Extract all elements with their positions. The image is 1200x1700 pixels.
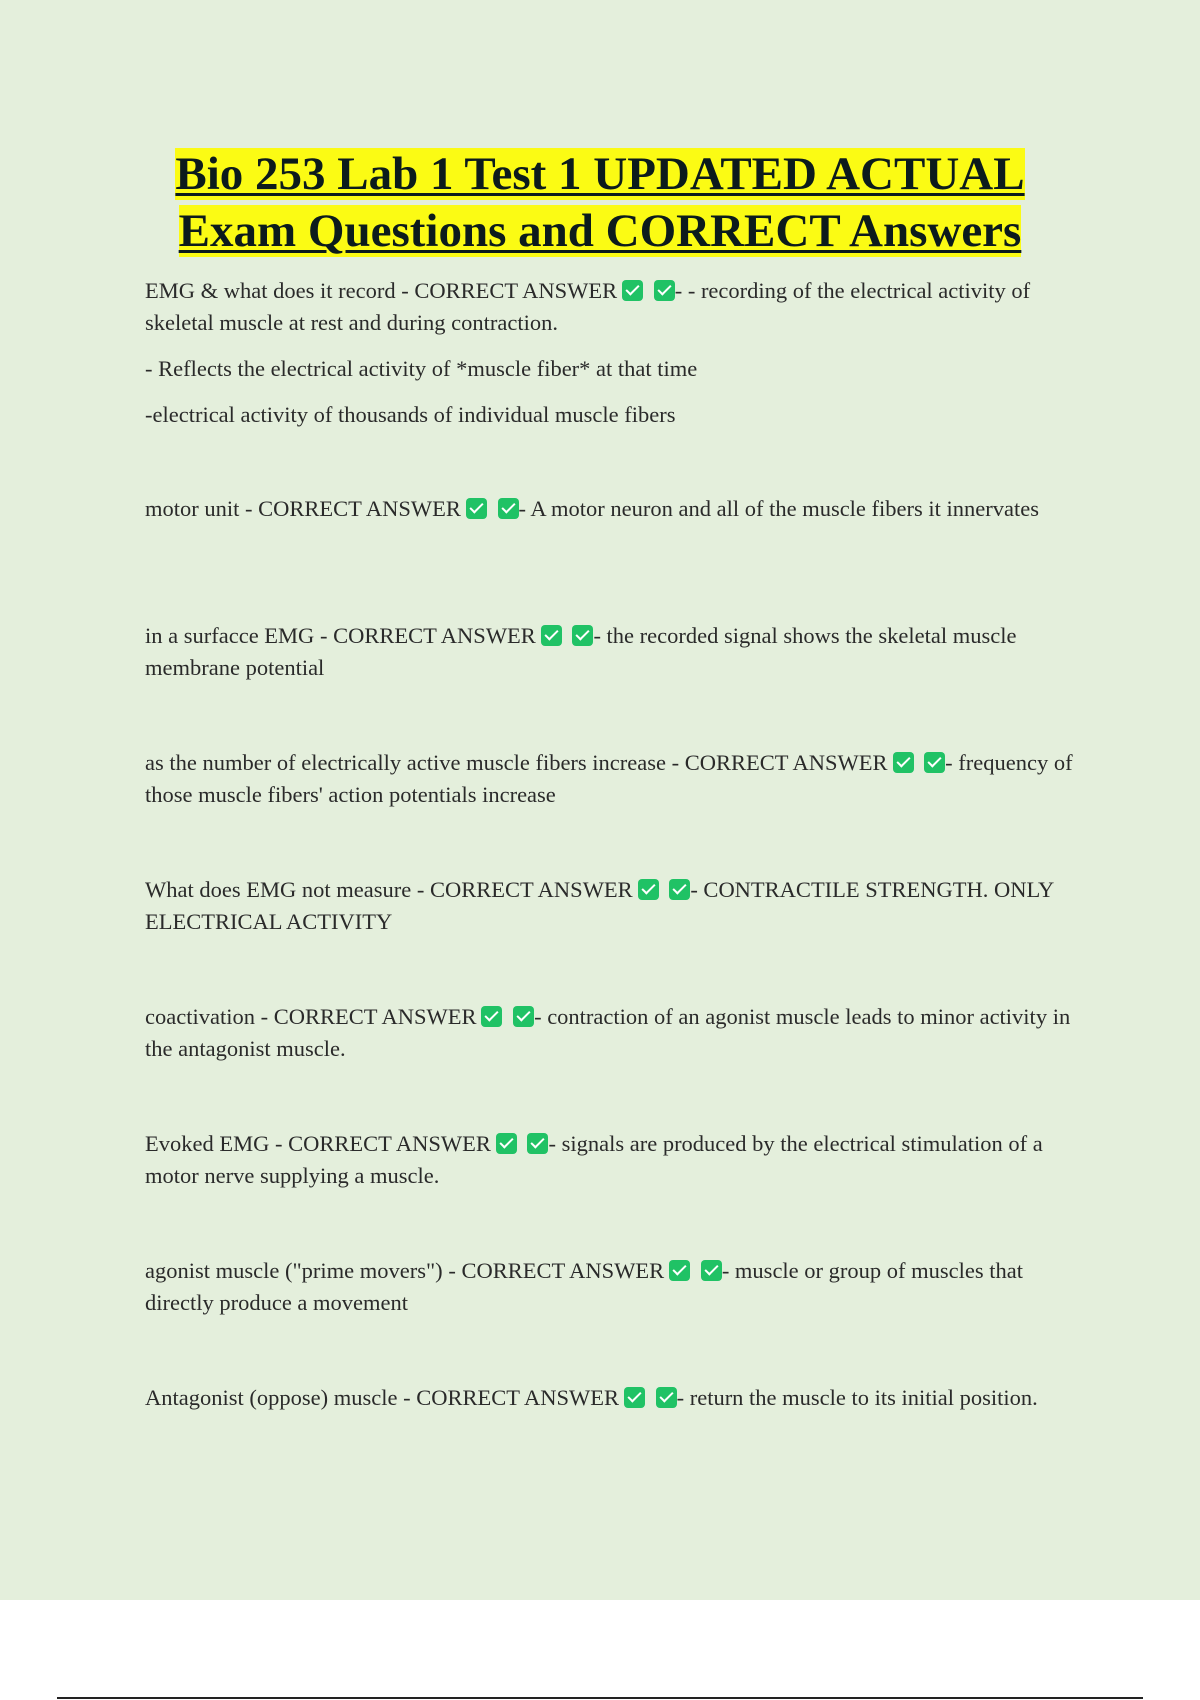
qa-item: agonist muscle ("prime movers") - CORRECT ANSWER - muscle or group of muscles that directly produce a movement [145,1258,1023,1315]
answer: - return the muscle to its initial position. [676,1385,1038,1410]
correct-answer-label: CORRECT ANSWER [414,278,618,303]
correct-answer-label: CORRECT ANSWER [684,750,888,775]
checkmark-icon [572,625,593,646]
question: Evoked EMG [145,1131,270,1156]
qa-item: Antagonist (oppose) muscle - CORRECT ANSWER - return the muscle to its initial position. [145,1385,1038,1410]
checkmark-icon [513,1006,534,1027]
correct-answer-label: CORRECT ANSWER [333,623,536,648]
checkmark-icon [624,1387,645,1408]
checkmark-icon [541,625,562,646]
answer-detail: -electrical activity of thousands of individual muscle fibers [145,402,676,427]
question: What does EMG not measure [145,877,412,902]
qa-item: EMG & what does it record - CORRECT ANSWER - - recording of the electrical activity of skeletal muscle at rest and during contraction. - Reflects the electrical activity of *muscle fiber* at that time -electrical activity of thousands of individual muscle fibers [145,275,1095,431]
answer: - - recording of the electrical activity of skeletal muscle at rest and during contraction. [145,278,1031,335]
correct-answer-label: CORRECT ANSWER [461,1258,665,1283]
checkmark-icon [654,280,675,301]
qa-item: What does EMG not measure - CORRECT ANSWER - CONTRACTILE STRENGTH. ONLY ELECTRICAL ACTIVITY [145,877,1054,934]
correct-answer-label: CORRECT ANSWER [416,1385,619,1410]
question: coactivation [145,1004,255,1029]
checkmark-icon [496,1133,517,1154]
correct-answer-label: CORRECT ANSWER [429,877,633,902]
checkmark-icon [481,1006,502,1027]
answer: - A motor neuron and all of the muscle fibers it innervates [518,496,1039,521]
qa-item: Evoked EMG - CORRECT ANSWER - signals are produced by the electrical stimulation of a motor nerve supplying a muscle. [145,1131,1043,1188]
checkmark-icon [924,752,945,773]
qa-list [145,275,1095,1410]
footer-divider [57,1697,1143,1699]
answer-detail: - Reflects the electrical activity of *muscle fiber* at that time [145,356,698,381]
answer: - CONTRACTILE STRENGTH. ONLY ELECTRICAL ACTIVITY [145,877,1054,934]
question: EMG & what does it record [145,278,396,303]
title-line: Bio 253 Lab 1 Test 1 UPDATED ACTUAL Exam Questions and CORRECT Answers [175,148,1025,257]
checkmark-icon [622,280,643,301]
checkmark-icon [656,1387,677,1408]
answer: - the recorded signal shows the skeletal muscle membrane potential [145,623,1017,680]
checkmark-icon [466,498,487,519]
qa-item: coactivation - CORRECT ANSWER - contraction of an agonist muscle leads to minor activity in the antagonist muscle. [145,1004,1071,1061]
qa-item: in a surfacce EMG - CORRECT ANSWER - the recorded signal shows the skeletal muscle membrane potential [145,623,1017,680]
question: Antagonist (oppose) muscle [145,1385,398,1410]
document-title [0,146,1200,260]
checkmark-icon [638,879,659,900]
correct-answer-label: CORRECT ANSWER [288,1131,491,1156]
checkmark-icon [527,1133,548,1154]
checkmark-icon [893,752,914,773]
correct-answer-label: CORRECT ANSWER [273,1004,477,1029]
checkmark-icon [669,1260,690,1281]
answer: - signals are produced by the electrical stimulation of a motor nerve supplying a muscle. [145,1131,1043,1188]
answer: - contraction of an agonist muscle leads to minor activity in the antagonist muscle. [145,1004,1071,1061]
answer: - frequency of those muscle fibers' action potentials increase [145,750,1073,807]
question: agonist muscle ("prime movers") [145,1258,443,1283]
correct-answer-label: CORRECT ANSWER [258,496,461,521]
question: in a surfacce EMG [145,623,315,648]
checkmark-icon [669,879,690,900]
qa-item: as the number of electrically active muscle fibers increase - CORRECT ANSWER - frequency of those muscle fibers' action potentials increase [145,750,1073,807]
checkmark-icon [701,1260,722,1281]
qa-item: motor unit - CORRECT ANSWER - A motor neuron and all of the muscle fibers it innervates [145,496,1039,521]
question: motor unit [145,496,240,521]
answer: - muscle or group of muscles that directly produce a movement [145,1258,1023,1315]
checkmark-icon [498,498,519,519]
question: as the number of electrically active muscle fibers increase [145,750,667,775]
